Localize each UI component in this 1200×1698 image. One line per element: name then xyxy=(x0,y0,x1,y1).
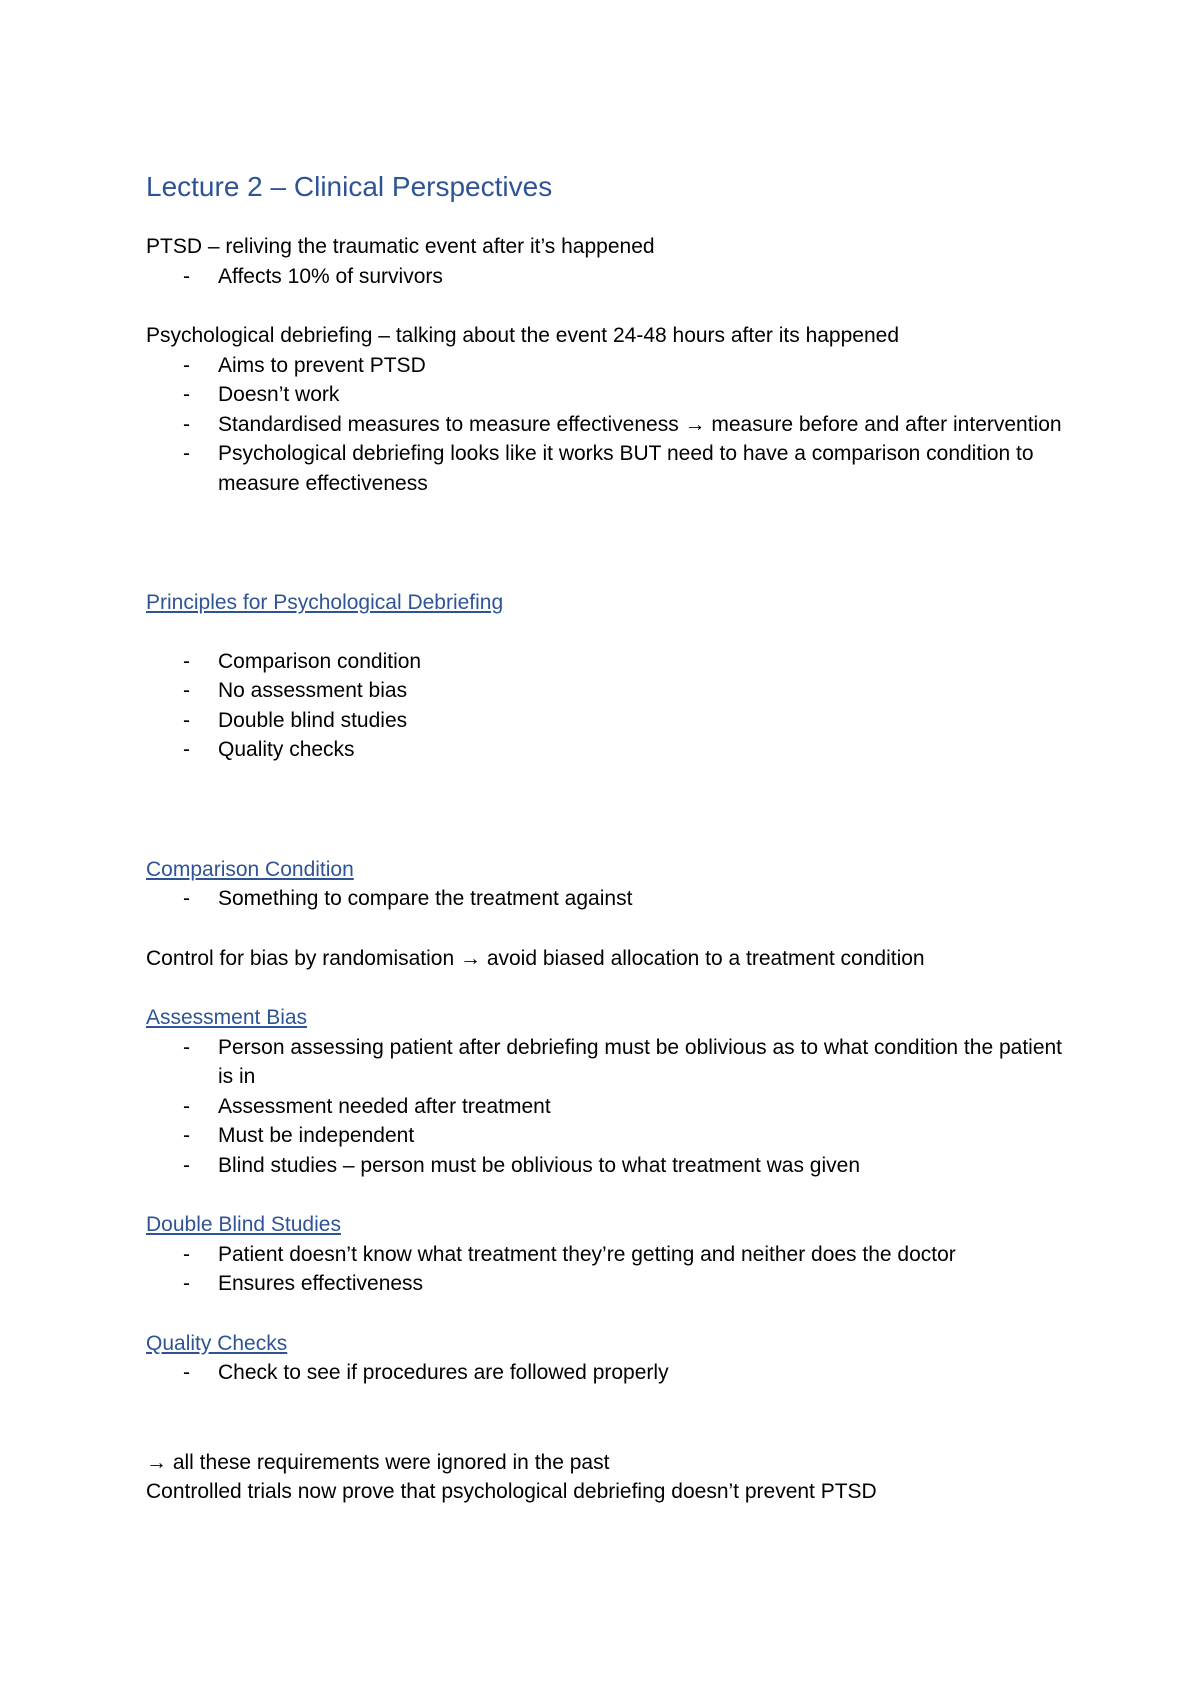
dash-bullet: - xyxy=(183,383,190,406)
dash-bullet: - xyxy=(183,264,190,288)
ptsd-definition: PTSD – reliving the traumatic event after it’s happened xyxy=(146,235,655,258)
dash-bullet: - xyxy=(183,738,190,761)
dash-bullet: - xyxy=(183,353,190,377)
dash-bullet: - xyxy=(183,412,190,436)
quality-heading: Quality Checks xyxy=(146,1331,288,1355)
dash-bullet: - xyxy=(183,442,190,465)
list-item: - Something to compare the treatment against xyxy=(146,884,1066,914)
list-item: - Must be independent xyxy=(146,1121,1066,1151)
conclusion-line-1: → all these requirements were ignored in the past xyxy=(146,1450,610,1474)
debriefing-bullet-list xyxy=(146,351,1066,499)
debriefing-definition: Psychological debriefing – talking about the event 24-48 hours after its happened xyxy=(146,324,900,347)
list-item: - Ensures effectiveness xyxy=(146,1269,1066,1299)
dash-bullet: - xyxy=(183,887,190,910)
list-item: - Patient doesn’t know what treatment they’re getting and neither does the doctor xyxy=(146,1240,1066,1270)
assessment-heading: Assessment Bias xyxy=(146,1006,308,1029)
dash-bullet: - xyxy=(183,1153,190,1177)
list-item: - Quality checks xyxy=(146,735,1066,765)
dash-bullet: - xyxy=(183,1094,190,1118)
comparison-heading: Comparison Condition xyxy=(146,857,354,881)
quality-bullet-list xyxy=(146,1358,1066,1388)
conclusion-line-2: Controlled trials now prove that psychological debriefing doesn’t prevent PTSD xyxy=(146,1480,877,1503)
dash-bullet: - xyxy=(183,679,190,702)
double-blind-bullet-list xyxy=(146,1240,1066,1299)
dash-bullet: - xyxy=(183,1035,190,1059)
list-item: - Double blind studies xyxy=(146,706,1066,736)
principles-heading: Principles for Psychological Debriefing xyxy=(146,591,504,614)
principles-bullet-list xyxy=(146,647,1066,765)
list-item: - Assessment needed after treatment xyxy=(146,1092,1066,1122)
list-item: - Standardised measures to measure effectiveness → measure before and after intervention xyxy=(146,410,1066,440)
dash-bullet: - xyxy=(183,649,190,673)
dash-bullet: - xyxy=(183,708,190,732)
list-item: - Blind studies – person must be oblivious to what treatment was given xyxy=(146,1151,1066,1181)
document-title: Lecture 2 – Clinical Perspectives xyxy=(146,171,553,202)
double-blind-heading: Double Blind Studies xyxy=(146,1213,341,1236)
list-item: - Psychological debriefing looks like it works BUT need to have a comparison condition to measure effectiveness xyxy=(146,439,1066,498)
comparison-bullet-list xyxy=(146,884,1066,914)
dash-bullet: - xyxy=(183,1272,190,1295)
ptsd-bullet-list xyxy=(146,262,1066,292)
document-content xyxy=(146,170,1066,1507)
list-item: - No assessment bias xyxy=(146,676,1066,706)
list-item: - Affects 10% of survivors xyxy=(146,262,1066,292)
dash-bullet: - xyxy=(183,1242,190,1266)
list-item: - Check to see if procedures are followed properly xyxy=(146,1358,1066,1388)
list-item: - Person assessing patient after debriefing must be oblivious as to what condition the patient is in xyxy=(146,1033,1066,1092)
dash-bullet: - xyxy=(183,1124,190,1147)
dash-bullet: - xyxy=(183,1361,190,1384)
list-item: - Aims to prevent PTSD xyxy=(146,351,1066,381)
list-item: - Doesn’t work xyxy=(146,380,1066,410)
assessment-bullet-list xyxy=(146,1033,1066,1181)
list-item: - Comparison condition xyxy=(146,647,1066,677)
comparison-note: Control for bias by randomisation → avoid biased allocation to a treatment condition xyxy=(146,946,925,970)
